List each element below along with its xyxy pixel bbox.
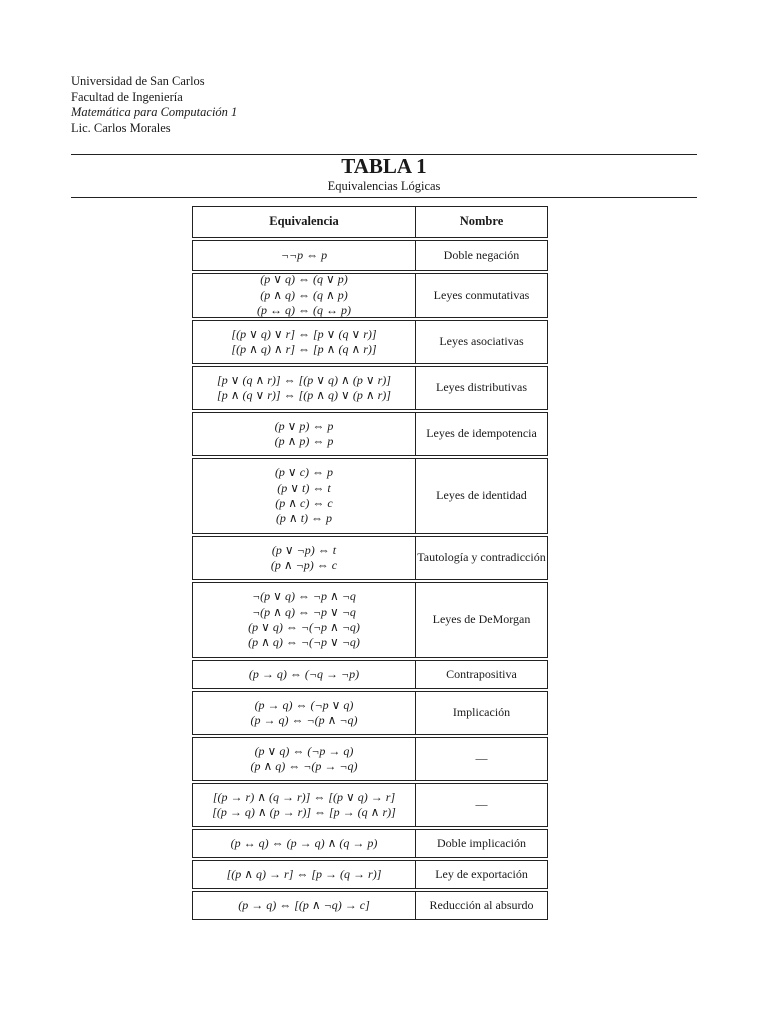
header-name: Nombre — [415, 206, 548, 238]
course-name: Matemática para Computación 1 — [71, 105, 238, 119]
name-cell: Doble implicación — [415, 829, 548, 858]
formula: (p ∨ c) ⇔ p — [274, 465, 334, 480]
formula: [(p ∧ q) ∧ r] ⇔ [p ∧ (q ∧ r)] — [231, 342, 377, 356]
university-name: Universidad de San Carlos — [71, 74, 205, 88]
formula: ¬(p ∨ q) ⇔ ¬p ∧ ¬q — [252, 589, 356, 604]
table-title — [71, 154, 697, 194]
equivalence-cell — [192, 691, 416, 735]
formula: (p ∨ p) ⇔ p — [274, 418, 334, 433]
formula: (p ∨ q) ⇔ ¬(¬p ∧ ¬q) — [248, 620, 360, 634]
formula: (p ∨ t) ⇔ t — [277, 480, 331, 495]
formula: (p → q) ⇔ [(p ∧ ¬q) → c] — [238, 897, 370, 912]
equivalence-cell — [192, 412, 416, 456]
name-cell: Leyes distributivas — [415, 366, 548, 410]
table-row — [192, 660, 549, 689]
table-row — [192, 458, 549, 534]
equivalence-cell — [192, 783, 416, 827]
table-row — [192, 240, 549, 271]
name-cell: Leyes de DeMorgan — [415, 582, 548, 658]
formula: (p ∧ q) ⇔ ¬(p → ¬q) — [250, 759, 358, 773]
formula: (p → q) ⇔ (¬q → ¬p) — [248, 666, 360, 681]
equivalence-cell — [192, 582, 416, 658]
formula: (p ∧ t) ⇔ p — [275, 511, 333, 526]
name-cell: Leyes conmutativas — [415, 273, 548, 318]
formula: [p ∨ (q ∧ r)] ⇔ [(p ∨ q) ∧ (p ∨ r)] — [217, 372, 391, 387]
page-title: TABLA 1 — [341, 154, 427, 178]
equivalence-cell — [192, 240, 416, 271]
name-cell: — — [415, 783, 548, 827]
formula: [(p ∨ q) ∨ r] ⇔ [p ∨ (q ∨ r)] — [231, 326, 377, 341]
table-row — [192, 536, 549, 580]
table-row — [192, 783, 549, 827]
table-row — [192, 320, 549, 364]
formula: (p ∧ q) ⇔ (q ∧ p) — [260, 287, 348, 302]
formula: [(p → r) ∧ (q → r)] ⇔ [(p ∨ q) → r] — [212, 789, 396, 804]
instructor-name: Lic. Carlos Morales — [71, 120, 171, 135]
name-cell: Leyes asociativas — [415, 320, 548, 364]
table-header-row — [192, 206, 549, 238]
name-cell: Tautología y contradicción — [415, 536, 548, 580]
equivalences-table — [192, 206, 549, 922]
table-row — [192, 412, 549, 456]
formula: (p ∧ q) ⇔ ¬(¬p ∨ ¬q) — [248, 635, 360, 650]
equivalence-cell — [192, 737, 416, 781]
formula: [(p → q) ∧ (p → r)] ⇔ [p → (q ∧ r)] — [212, 805, 396, 819]
table-row — [192, 691, 549, 735]
formula: [p ∧ (q ∨ r)] ⇔ [(p ∧ q) ∨ (p ∧ r)] — [217, 388, 391, 402]
formula: (p ↔ q) ⇔ (q ↔ p) — [257, 303, 351, 318]
name-cell: Reducción al absurdo — [415, 891, 548, 920]
equivalence-cell — [192, 829, 416, 858]
formula: (p → q) ⇔ (¬p ∨ q) — [254, 697, 354, 712]
formula: [(p ∧ q) → r] ⇔ [p → (q → r)] — [226, 866, 382, 881]
table-row — [192, 273, 549, 318]
equivalence-cell — [192, 366, 416, 410]
equivalence-cell — [192, 660, 416, 689]
table-body — [192, 240, 549, 920]
faculty-name: Facultad de Ingeniería — [71, 89, 183, 104]
name-cell: Doble negación — [415, 240, 548, 271]
name-cell: Leyes de identidad — [415, 458, 548, 534]
equivalence-cell — [192, 536, 416, 580]
formula: (p ∨ ¬p) ⇔ t — [271, 542, 337, 557]
name-cell: Contrapositiva — [415, 660, 548, 689]
formula: (p ↔ q) ⇔ (p → q) ∧ (q → p) — [230, 835, 378, 850]
formula: (p ∧ c) ⇔ c — [275, 496, 333, 510]
document-header — [71, 74, 237, 136]
table-row — [192, 582, 549, 658]
table-row — [192, 860, 549, 889]
table-row — [192, 366, 549, 410]
table-row — [192, 829, 549, 858]
page-subtitle: Equivalencias Lógicas — [327, 179, 441, 193]
formula: (p ∨ q) ⇔ (q ∨ p) — [260, 272, 348, 287]
equivalence-cell — [192, 860, 416, 889]
formula: (p ∧ ¬p) ⇔ c — [270, 558, 338, 572]
formula: (p ∨ q) ⇔ (¬p → q) — [254, 743, 354, 758]
bottom-rule — [71, 197, 697, 198]
formula: ¬(p ∧ q) ⇔ ¬p ∨ ¬q — [252, 604, 356, 619]
name-cell: Implicación — [415, 691, 548, 735]
formula: (p → q) ⇔ ¬(p ∧ ¬q) — [250, 713, 358, 727]
formula: ¬¬p ⇔ p — [280, 247, 328, 262]
name-cell: Ley de exportación — [415, 860, 548, 889]
header-equivalence: Equivalencia — [192, 206, 416, 238]
name-cell: Leyes de idempotencia — [415, 412, 548, 456]
equivalence-cell — [192, 458, 416, 534]
equivalence-cell — [192, 273, 416, 318]
name-cell: — — [415, 737, 548, 781]
formula: (p ∧ p) ⇔ p — [274, 434, 334, 448]
equivalence-cell — [192, 891, 416, 920]
equivalence-cell — [192, 320, 416, 364]
table-row — [192, 891, 549, 920]
table-row — [192, 737, 549, 781]
